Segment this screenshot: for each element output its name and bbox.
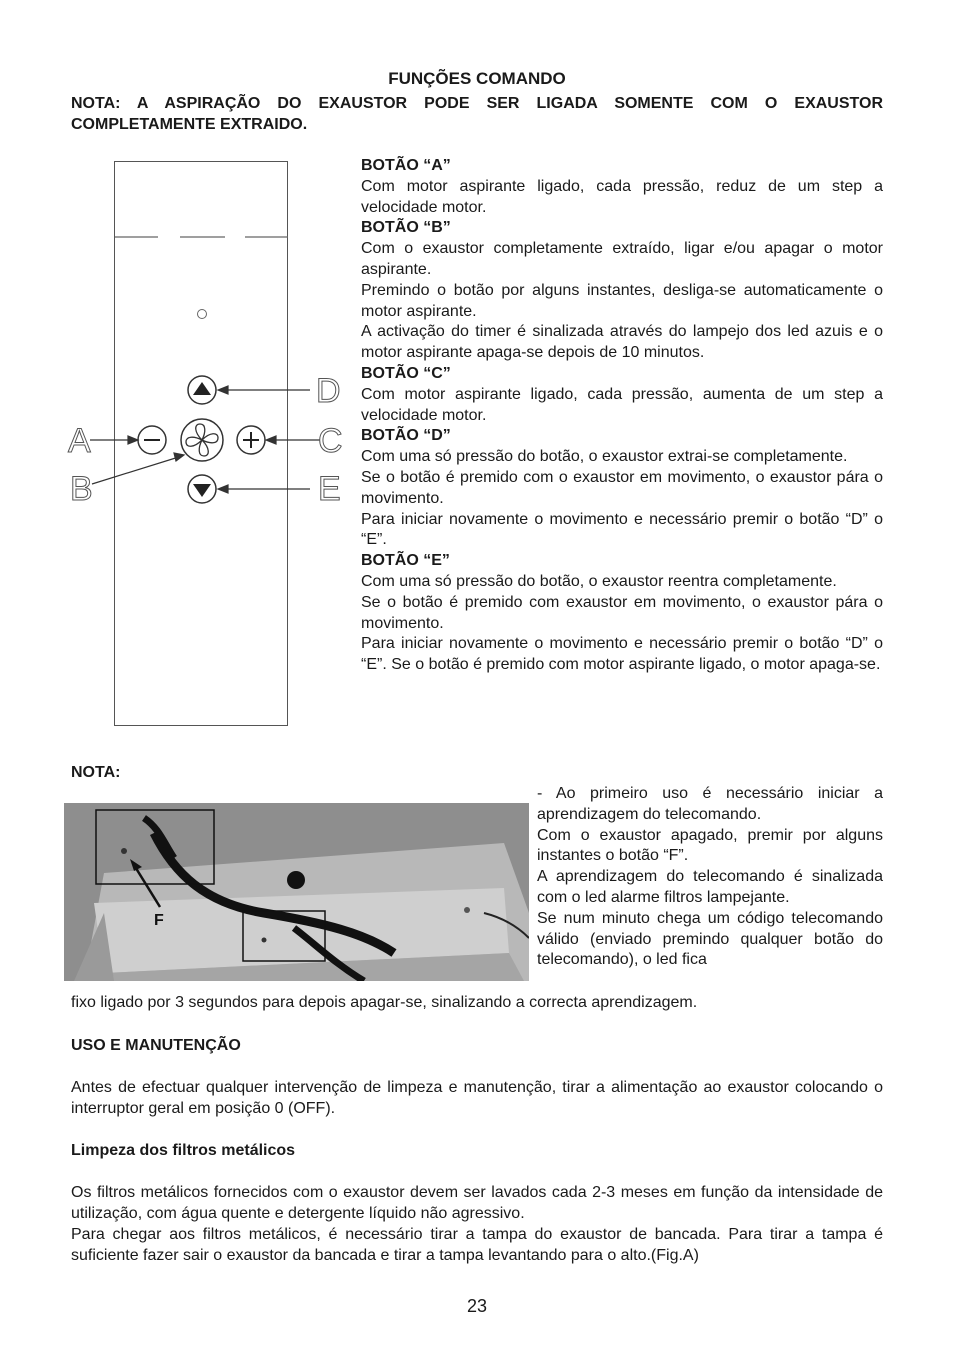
- learning-p4-continued: fixo ligado por 3 segundos para depois apagar-se, sinalizando a correcta aprendizagem.: [71, 994, 698, 1011]
- remote-control-diagram: [60, 150, 350, 750]
- arrow-up-icon: [188, 376, 216, 404]
- button-e-text: Se o botão é premido com exaustor em movimento, o exaustor pára o movimento.: [361, 593, 883, 632]
- label-d: D: [316, 372, 341, 410]
- button-d-text: Para iniciar novamente o movimento e necessário premir o botão “D” o “E”.: [361, 510, 883, 549]
- page-title: FUNÇÕES COMANDO: [388, 69, 566, 88]
- uso-p1: Antes de efectuar qualquer intervenção de limpeza e manutenção, tirar a alimentação ao exaustor colocando o interruptor geral em posição 0 (OFF).: [71, 1079, 883, 1117]
- learning-p4: Se num minuto chega um código telecomando válido (enviado premindo qualquer botão do telecomando), o led fica: [537, 909, 883, 969]
- label-c: C: [318, 422, 343, 460]
- button-e-title: BOTÃO “E”: [361, 552, 450, 570]
- top-note: NOTA: A ASPIRAÇÃO DO EXAUSTOR PODE SER LIGADA SOMENTE COM O EXAUSTOR COMPLETAMENTE EXTRAIDO.: [71, 95, 883, 133]
- button-d-text: Se o botão é premido com o exaustor em movimento, o exaustor pára o movimento.: [361, 468, 883, 507]
- learning-p2: Com o exaustor apagado, premir por alguns instantes o botão “F”.: [537, 826, 883, 865]
- button-b-title: BOTÃO “B”: [361, 219, 451, 237]
- button-descriptions: [361, 156, 883, 676]
- label-a: A: [68, 422, 91, 460]
- label-f: F: [154, 912, 164, 929]
- limpeza-text: [71, 1182, 883, 1266]
- button-a-text: Com motor aspirante ligado, cada pressão, reduz de um step a velocidade motor.: [361, 177, 883, 216]
- limpeza-p1: Os filtros metálicos fornecidos com o exaustor devem ser lavados cada 2-3 meses em função da intensidade de utilização, com água quente e detergente líquido não agressivo.: [71, 1184, 883, 1222]
- learning-p1: - Ao primeiro uso é necessário iniciar a aprendizagem do telecomando.: [537, 785, 883, 823]
- button-c-title: BOTÃO “C”: [361, 364, 451, 382]
- limpeza-title: Limpeza dos filtros metálicos: [71, 1142, 296, 1159]
- button-b-text: Premindo o botão por alguns instantes, desliga-se automaticamente o motor aspirante.: [361, 281, 883, 320]
- button-c-text: Com motor aspirante ligado, cada pressão, aumenta de um step a velocidade motor.: [361, 385, 883, 424]
- uso-text: [71, 1077, 883, 1119]
- button-e-text: Com uma só pressão do botão, o exaustor reentra completamente.: [361, 572, 837, 590]
- control-box-photo: [64, 803, 529, 981]
- fan-icon: [181, 419, 223, 461]
- plus-icon: [237, 426, 265, 454]
- page-number: 23: [466, 1296, 488, 1316]
- button-a-title: BOTÃO “A”: [361, 157, 451, 174]
- led-indicator-icon: [198, 310, 207, 319]
- nota-label: NOTA:: [71, 764, 121, 781]
- minus-icon: [138, 426, 166, 454]
- learning-text: [537, 784, 883, 971]
- uso-title: USO E MANUTENÇÃO: [71, 1037, 241, 1054]
- button-d-title: BOTÃO “D”: [361, 427, 451, 445]
- label-e: E: [318, 470, 341, 508]
- arrow-down-icon: [188, 475, 216, 503]
- label-b: B: [70, 470, 93, 508]
- button-e-text: Para iniciar novamente o movimento e necessário premir o botão “D” o “E”. Se o botão é premido com motor aspirante ligado, o motor apaga-se.: [361, 635, 883, 674]
- button-b-text: A activação do timer é sinalizada através do lampejo dos led azuis e o motor aspirante apaga-se depois de 10 minutos.: [361, 323, 883, 362]
- button-d-text: Com uma só pressão do botão, o exaustor extrai-se completamente.: [361, 448, 848, 466]
- limpeza-p2: Para chegar aos filtros metálicos, é necessário tirar a tampa do exaustor de bancada. Para tirar a tampa é suficiente fazer sair o exaustor da bancada e tirar a tampa levantando para o alto.(Fig.A): [71, 1226, 883, 1264]
- learning-p3: A aprendizagem do telecomando é sinalizada com o led alarme filtros lampejante.: [537, 868, 883, 906]
- button-b-text: Com o exaustor completamente extraído, ligar e/ou apagar o motor aspirante.: [361, 240, 883, 278]
